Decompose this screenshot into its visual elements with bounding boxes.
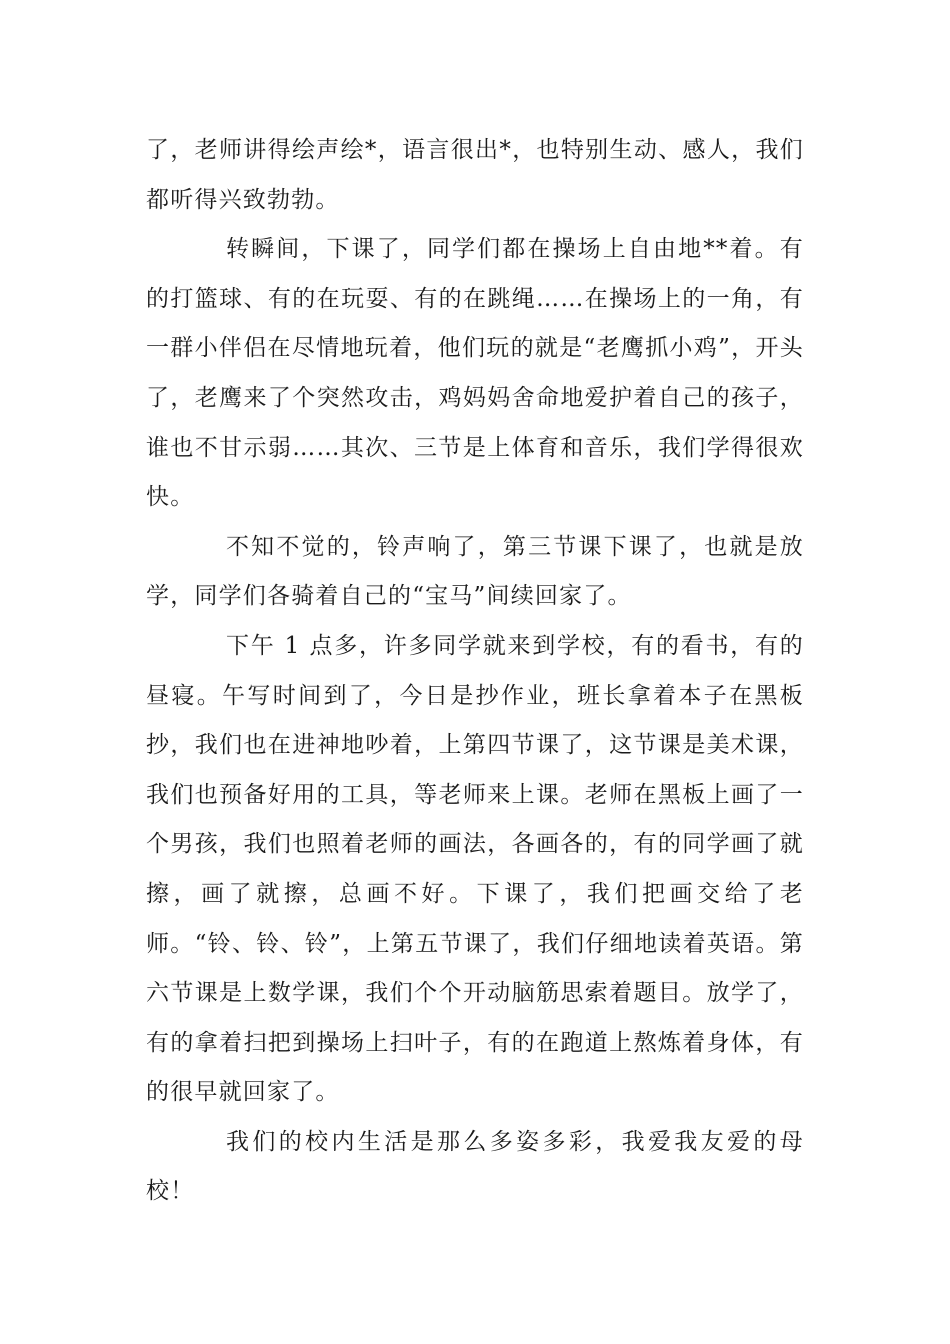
paragraph-2: 转瞬间，下课了，同学们都在操场上自由地**着。有的打篮球、有的在玩耍、有的在跳绳……在操场上的一角，有一群小伴侣在尽情地玩着，他们玩的就是“老鹰抓小鸡”，开头了，老鹰来了个突然攻击，鸡妈妈舍命地爱护着自己的孩子，谁也不甘示弱……其次、三节是上体育和音乐，我们学得很欢快。 [146, 236, 804, 511]
paragraph-1: 了，老师讲得绘声绘*，语言很出*，也特别生动、感人，我们都听得兴致勃勃。 [146, 137, 804, 213]
paragraph-5: 我们的校内生活是那么多姿多彩，我爱我友爱的母校！ [146, 1128, 804, 1205]
document-body [146, 126, 804, 1217]
paragraph-3: 不知不觉的，铃声响了，第三节课下课了，也就是放学，同学们各骑着自己的“宝马”间续回家了。 [146, 533, 804, 610]
paragraph-4: 下午 1 点多，许多同学就来到学校，有的看书，有的昼寝。午写时间到了，今日是抄作业，班长拿着本子在黑板抄，我们也在进神地吵着，上第四节课了，这节课是美术课，我们也预备好用的工具，等老师来上课。老师在黑板上画了一个男孩，我们也照着老师的画法，各画各的，有的同学画了就擦，画了就擦，总画不好。下课了，我们把画交给了老师。“铃、铃、铃”，上第五节课了，我们仔细地读着英语。第六节课是上数学课，我们个个开动脑筋思索着题目。放学了，有的拿着扫把到操场上扫叶子，有的在跑道上熬炼着身体，有的很早就回家了。 [146, 632, 804, 1106]
